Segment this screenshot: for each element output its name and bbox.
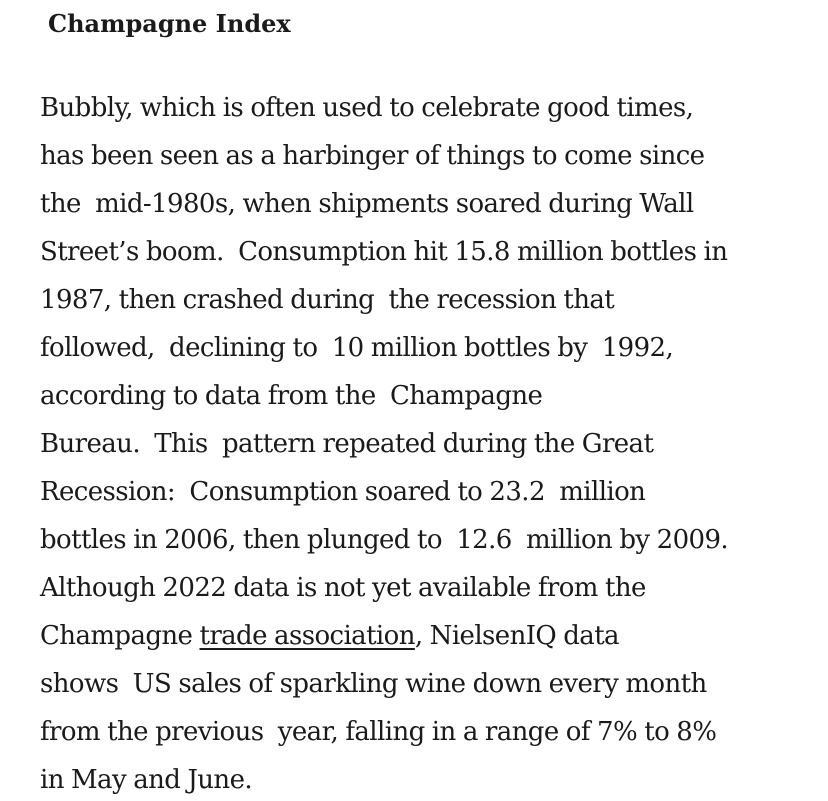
paragraph-line: shows US sales of sparkling wine down every month [40, 669, 707, 699]
trade-association-link[interactable]: trade association [199, 621, 415, 651]
paragraph-line: Bubbly, which is often used to celebrate good times, [40, 93, 694, 123]
paragraph-line: has been seen as a harbinger of things to come since [40, 141, 705, 171]
article-paragraph [40, 84, 820, 801]
paragraph-line: Bureau. This pattern repeated during the Great [40, 429, 654, 459]
paragraph-line: 1987, then crashed during the recession that [40, 285, 615, 315]
paragraph-line: Although 2022 data is not yet available from the [40, 573, 646, 603]
section-heading: Champagne Index [48, 9, 291, 38]
paragraph-line: from the previous year, falling in a range of 7% to 8% [40, 717, 717, 747]
paragraph-line: bottles in 2006, then plunged to 12.6 million by 2009. [40, 525, 729, 555]
paragraph-line: followed, declining to 10 million bottles by 1992, [40, 333, 674, 363]
paragraph-line: according to data from the Champagne [40, 381, 543, 411]
paragraph-line: the mid-1980s, when shipments soared during Wall [40, 189, 694, 219]
paragraph-text: , NielsenIQ data [414, 621, 619, 651]
paragraph-line-with-link [40, 612, 820, 660]
paragraph-line: Street’s boom. Consumption hit 15.8 million bottles in [40, 237, 728, 267]
paragraph-text: Champagne [40, 621, 200, 651]
paragraph-line: Recession: Consumption soared to 23.2 million [40, 477, 646, 507]
paragraph-line: in May and June. [40, 765, 253, 795]
